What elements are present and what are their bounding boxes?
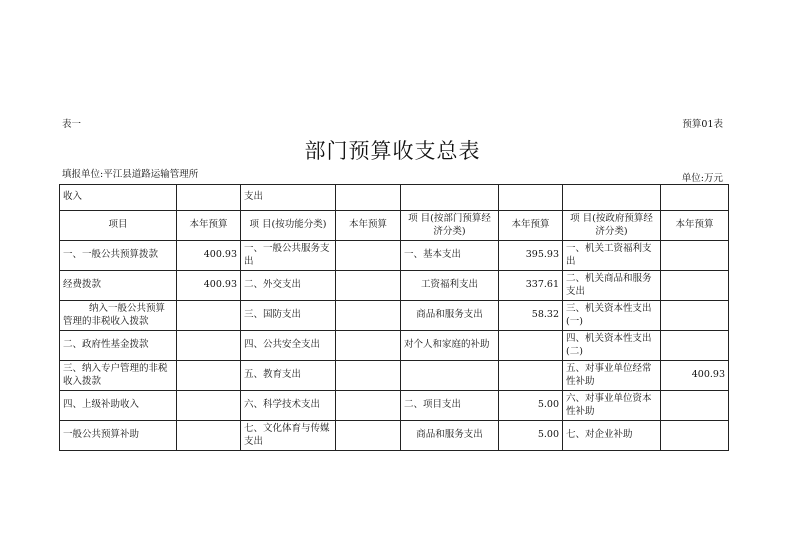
gov-econ-amount: [661, 301, 729, 331]
form-number: 预算01表: [682, 119, 723, 130]
income-amount: [177, 421, 241, 451]
column-header: 本年预算: [661, 211, 729, 241]
gov-econ-amount: [661, 241, 729, 271]
group-header-row: [60, 185, 729, 211]
empty-cell: [336, 185, 401, 211]
gov-econ-item: 四、机关资本性支出(二): [563, 331, 661, 361]
gov-econ-item: 五、对事业单位经常性补助: [563, 361, 661, 391]
gov-econ-item: 三、机关资本性支出(一): [563, 301, 661, 331]
function-item: 五、教育支出: [241, 361, 336, 391]
dept-econ-item: 商品和服务支出: [401, 301, 499, 331]
income-item: 经费拨款: [60, 271, 177, 301]
column-header: 本年预算: [499, 211, 563, 241]
budget-summary-table: [59, 184, 729, 451]
dept-econ-amount: 5.00: [499, 421, 563, 451]
gov-econ-item: 七、对企业补助: [563, 421, 661, 451]
income-amount: [177, 301, 241, 331]
function-amount: [336, 331, 401, 361]
dept-econ-item: 二、项目支出: [401, 391, 499, 421]
dept-econ-amount: 395.93: [499, 241, 563, 271]
function-amount: [336, 301, 401, 331]
gov-econ-item: 六、对事业单位资本性补助: [563, 391, 661, 421]
function-amount: [336, 241, 401, 271]
column-header: 项 目(按政府预算经济分类): [563, 211, 661, 241]
document-label: 表一: [62, 119, 82, 130]
function-amount: [336, 271, 401, 301]
gov-econ-item: 二、机关商品和服务支出: [563, 271, 661, 301]
income-item: 一般公共预算补助: [60, 421, 177, 451]
income-item: 三、纳入专户管理的非税收入拨款: [60, 361, 177, 391]
dept-econ-amount: [499, 361, 563, 391]
income-amount: [177, 391, 241, 421]
currency-unit: 单位:万元: [681, 173, 723, 184]
income-item: 一、一般公共预算拨款: [60, 241, 177, 271]
empty-cell: [401, 185, 499, 211]
income-item: 四、上级补助收入: [60, 391, 177, 421]
gov-econ-amount: [661, 421, 729, 451]
dept-econ-item: 商品和服务支出: [401, 421, 499, 451]
table-row: [60, 241, 729, 271]
income-amount: 400.93: [177, 241, 241, 271]
dept-econ-amount: 5.00: [499, 391, 563, 421]
dept-econ-amount: 337.61: [499, 271, 563, 301]
column-header-row: [60, 211, 729, 241]
dept-econ-item: [401, 361, 499, 391]
income-item: 二、政府性基金拨款: [60, 331, 177, 361]
column-header: 项 目(按部门预算经济分类): [401, 211, 499, 241]
function-amount: [336, 391, 401, 421]
income-item: 纳入一般公共预算管理的非税收入拨款: [60, 301, 177, 331]
function-item: 三、国防支出: [241, 301, 336, 331]
function-item: 一、一般公共服务支出: [241, 241, 336, 271]
expense-group-header: 支出: [241, 185, 336, 211]
gov-econ-amount: [661, 331, 729, 361]
column-header: 项目: [60, 211, 177, 241]
gov-econ-amount: [661, 271, 729, 301]
dept-econ-item: 工资福利支出: [401, 271, 499, 301]
column-header: 本年预算: [177, 211, 241, 241]
empty-cell: [177, 185, 241, 211]
function-item: 七、文化体育与传媒支出: [241, 421, 336, 451]
income-amount: [177, 361, 241, 391]
page-title: 部门预算收支总表: [304, 139, 481, 163]
empty-cell: [563, 185, 661, 211]
dept-econ-amount: [499, 331, 563, 361]
table-row: [60, 361, 729, 391]
gov-econ-amount: 400.93: [661, 361, 729, 391]
dept-econ-amount: 58.32: [499, 301, 563, 331]
empty-cell: [499, 185, 563, 211]
table-row: [60, 301, 729, 331]
function-item: 六、科学技术支出: [241, 391, 336, 421]
function-amount: [336, 421, 401, 451]
function-amount: [336, 361, 401, 391]
gov-econ-amount: [661, 391, 729, 421]
function-item: 四、公共安全支出: [241, 331, 336, 361]
table-row: [60, 331, 729, 361]
income-amount: [177, 331, 241, 361]
function-item: 二、外交支出: [241, 271, 336, 301]
income-group-header: 收入: [60, 185, 177, 211]
dept-econ-item: 一、基本支出: [401, 241, 499, 271]
column-header: 项 目(按功能分类): [241, 211, 336, 241]
table-row: [60, 421, 729, 451]
table-row: [60, 391, 729, 421]
table-row: [60, 271, 729, 301]
gov-econ-item: 一、机关工资福利支出: [563, 241, 661, 271]
column-header: 本年预算: [336, 211, 401, 241]
income-amount: 400.93: [177, 271, 241, 301]
dept-econ-item: 对个人和家庭的补助: [401, 331, 499, 361]
reporting-unit: 填报单位:平江县道路运输管理所: [62, 169, 199, 180]
empty-cell: [661, 185, 729, 211]
